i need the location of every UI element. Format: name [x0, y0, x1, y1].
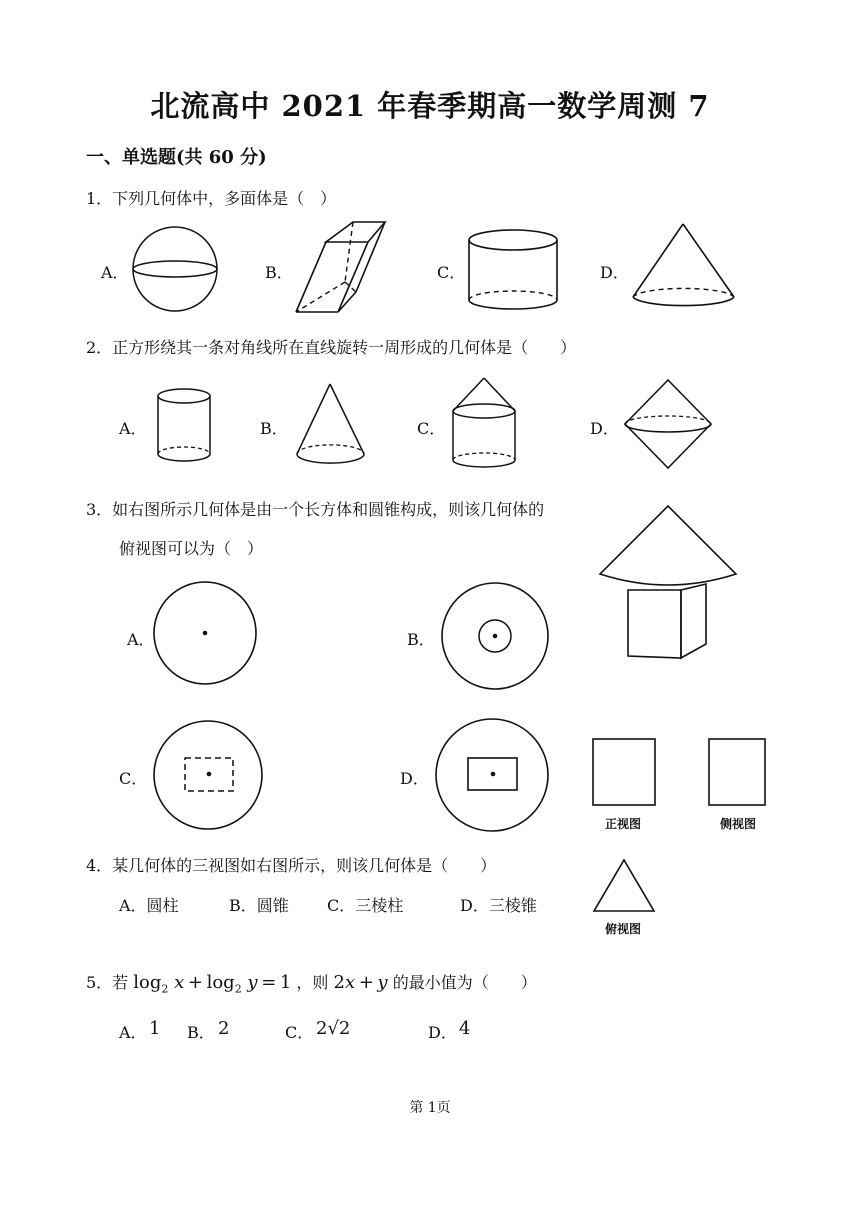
- q1-option-b-label: B．: [265, 263, 293, 282]
- front-view-label: 正视图: [605, 817, 642, 831]
- top-view-triangle: [591, 857, 657, 915]
- q5-option-c-value: 2√2: [316, 1018, 351, 1039]
- q5-stem-prefix: 5．若: [86, 973, 129, 992]
- q1-option-c-label: C．: [437, 263, 466, 282]
- q5-option-c-label: C．: [285, 1023, 314, 1042]
- double-cone-icon: [623, 378, 715, 470]
- q4-option-a: A．圆柱: [119, 896, 179, 915]
- q1-option-d-label: D．: [600, 263, 629, 282]
- q3-option-a-label: A．: [127, 630, 155, 649]
- cone-on-cylinder-icon: [450, 376, 520, 474]
- concentric-circles-icon: [440, 582, 550, 692]
- side-view-rectangle: [706, 736, 768, 808]
- q5-option-b-value: 2: [218, 1018, 230, 1039]
- q3-option-c-label: C．: [119, 769, 148, 788]
- question-5-stem: [86, 970, 537, 996]
- cone-icon: [294, 382, 369, 468]
- q3-option-d-label: D．: [400, 769, 429, 788]
- q2-option-a-label: A．: [119, 419, 147, 438]
- section-heading: 一、单选题(共 60 分): [86, 147, 267, 168]
- cylinder-icon: [466, 228, 561, 312]
- q5-option-d-label: D．: [428, 1023, 457, 1042]
- q2-option-b-label: B．: [260, 419, 288, 438]
- top-view-label: 俯视图: [605, 922, 642, 936]
- question-3-stem: 3．如右图所示几何体是由一个长方体和圆锥构成，则该几何体的: [86, 500, 545, 519]
- circle-with-center-dot-icon: [152, 580, 262, 690]
- q5-option-d-value: 4: [459, 1018, 471, 1039]
- q2-option-c-label: C．: [417, 419, 446, 438]
- side-view-label: 侧视图: [720, 817, 757, 831]
- q5-option-a-value: 1: [149, 1018, 161, 1039]
- q2-option-d-label: D．: [590, 419, 619, 438]
- cone-icon: [630, 222, 738, 310]
- question-3-stem-continued: 俯视图可以为（ ）: [119, 539, 264, 558]
- q5-option-b-label: B．: [187, 1023, 215, 1042]
- q4-option-d: D．三棱锥: [460, 896, 537, 915]
- question-2-stem: 2．正方形绕其一条对角线所在直线旋转一周形成的几何体是（ ）: [86, 338, 577, 357]
- q5-condition-equation: $\log_2 x + \log_2 y = 1$: [133, 972, 292, 996]
- q5-option-a-label: A．: [119, 1023, 147, 1042]
- question-1-stem: 1．下列几何体中，多面体是（ ）: [86, 189, 337, 208]
- question-4-stem: 4．某几何体的三视图如右图所示，则该几何体是（ ）: [86, 856, 497, 875]
- q1-option-a-label: A．: [101, 263, 129, 282]
- sphere-icon: [132, 226, 222, 314]
- q5-stem-suffix: 的最小值为（ ）: [392, 973, 537, 992]
- q4-option-c: C．三棱柱: [327, 896, 404, 915]
- prism-icon: [293, 222, 388, 316]
- page-number: 第 1页: [409, 1100, 451, 1116]
- q5-stem-mid: ，则: [296, 973, 329, 992]
- front-view-square: [590, 736, 658, 808]
- cylinder-icon: [155, 386, 215, 466]
- circle-with-solid-rectangle-icon: [434, 718, 550, 834]
- q4-option-b: B．圆锥: [229, 896, 289, 915]
- page-title: 北流高中 2021 年春季期高一数学周测 7: [150, 89, 710, 123]
- circle-with-dashed-rectangle-icon: [152, 720, 264, 832]
- q5-target-expression: 2x + y: [333, 972, 388, 993]
- cone-on-box-figure: [598, 504, 738, 662]
- q3-option-b-label: B．: [407, 630, 435, 649]
